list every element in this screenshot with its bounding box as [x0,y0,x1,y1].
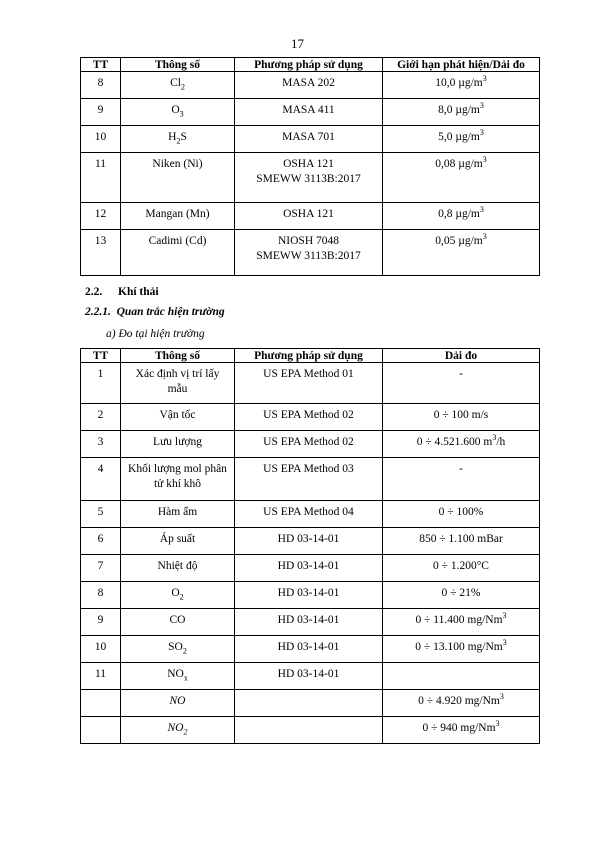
table-row [81,636,540,663]
method-text: US EPA Method 03 [263,463,354,475]
table-row [81,582,540,609]
parameter-subscript: 2 [176,136,181,146]
header-method: Phương pháp sử dụng [235,58,383,72]
cell-range [383,717,540,744]
cell-parameter [121,555,235,582]
range-text: 0 ÷ 940 mg/Nm [422,722,496,734]
table-row [81,431,540,458]
tt-text: 4 [97,463,104,475]
range-text: 0 ÷ 21% [441,587,481,599]
range-superscript: 3 [502,611,507,621]
cell-method [235,153,383,203]
page-number: 17 [291,36,304,51]
method-text-2: SMEWW 3113B:2017 [256,250,361,262]
cell-method [235,363,383,404]
range-superscript: 3 [502,638,507,648]
parameter-text: Áp suất [159,533,196,545]
table-row [81,501,540,528]
parameter-subscript: 3 [179,109,184,119]
detection-limit-table [80,57,540,276]
parameter-text: Vận tốc [159,409,196,421]
cell-tt [81,609,121,636]
range-text: 0,05 µg/m [435,235,483,247]
table-row [81,404,540,431]
header-range: Giới hạn phát hiện/Dải đo [383,58,540,72]
table-header-row [81,58,540,72]
parameter-subscript: 2 [183,727,188,737]
table-row [81,555,540,582]
parameter-text: Xác định vị trí lấy mẫu [135,368,220,395]
table-row [81,99,540,126]
cell-parameter [121,663,235,690]
parameter-text: Mangan (Mn) [145,208,210,220]
cell-range [383,363,540,404]
table-row [81,663,540,690]
cell-parameter [121,636,235,663]
tt-text: 1 [97,368,104,380]
tt-text: 11 [94,158,107,170]
table-row [81,690,540,717]
parameter-subscript: x [183,673,188,683]
parameter-text: CO [169,614,186,626]
range-text: - [459,463,463,475]
parameter-text: Khối lượng mol phân tử khí khô [128,463,227,490]
range-text: 0 ÷ 4.521.600 m [416,436,493,448]
parameter-text: Cl [170,77,181,89]
method-text: US EPA Method 02 [263,436,354,448]
parameter-subscript: 2 [180,82,185,92]
method-text: US EPA Method 04 [263,506,354,518]
range-text: 850 ÷ 1.100 mBar [419,533,503,545]
range-superscript: 3 [479,101,484,111]
cell-parameter [121,126,235,153]
cell-tt [81,203,121,230]
cell-tt [81,72,121,99]
parameter-text: Nhiệt độ [157,560,198,572]
tt-text: 10 [94,131,107,143]
parameter-subscript: 2 [179,592,184,602]
range-superscript: 3 [479,128,484,138]
tt-text: 11 [94,668,107,680]
cell-parameter [121,363,235,404]
cell-range [383,636,540,663]
cell-method [235,99,383,126]
method-text: US EPA Method 01 [263,368,354,380]
parameter-text: O [171,587,180,599]
cell-parameter [121,153,235,203]
range-text: 0 ÷ 11.400 mg/Nm [415,614,503,626]
cell-tt [81,501,121,528]
header-parameter: Thông số [121,349,235,363]
method-text: US EPA Method 02 [263,409,354,421]
cell-parameter [121,458,235,501]
cell-method [235,203,383,230]
tt-text: 8 [97,77,104,89]
cell-tt [81,458,121,501]
range-superscript: 3 [492,433,497,443]
table-row [81,230,540,276]
cell-parameter [121,528,235,555]
range-superscript: 3 [499,692,504,702]
parameter-text: O [171,104,180,116]
parameter-text: Hàm ẩm [157,506,198,518]
cell-tt [81,555,121,582]
cell-method [235,458,383,501]
cell-parameter [121,404,235,431]
range-text: 0,08 µg/m [435,158,483,170]
cell-tt [81,431,121,458]
range-superscript: 3 [482,155,487,165]
parameter-text: Cadimi (Cd) [148,235,207,247]
cell-range [383,663,540,690]
cell-method [235,555,383,582]
method-text: HD 03-14-01 [277,533,340,545]
cell-parameter [121,99,235,126]
cell-method [235,717,383,744]
cell-method [235,501,383,528]
method-text: OSHA 121 [283,208,334,220]
table-row [81,717,540,744]
cell-range [383,582,540,609]
parameter-text: Lưu lượng [153,436,202,448]
cell-parameter [121,582,235,609]
parameter-text: SO [168,641,183,653]
section-number: 2.2. [85,286,103,298]
range-text: - [459,368,463,380]
tt-text: 6 [97,533,104,545]
tt-text: 9 [97,104,104,116]
cell-range [383,501,540,528]
cell-tt [81,363,121,404]
range-text: 0 ÷ 1.200°C [433,560,489,572]
cell-range [383,528,540,555]
table-row [81,363,540,404]
parameter-text: NO [167,722,184,734]
cell-tt [81,663,121,690]
header-method: Phương pháp sử dụng [235,349,383,363]
parameter-subscript: 2 [182,646,187,656]
cell-parameter [121,431,235,458]
tt-text: 13 [94,235,107,247]
method-text: HD 03-14-01 [277,560,340,572]
tt-text: 7 [97,560,104,572]
parameter-text: Niken (Ni) [152,158,203,170]
cell-method [235,126,383,153]
range-superscript: 3 [482,232,487,242]
range-text: 8,0 µg/m [438,104,480,116]
range-text: 0,8 µg/m [438,208,480,220]
field-measurement-table [80,348,540,744]
tt-text: 2 [97,409,104,421]
cell-tt [81,717,121,744]
cell-parameter [121,203,235,230]
method-text: MASA 701 [282,131,335,143]
cell-tt [81,690,121,717]
parameter-text: NO [167,668,184,680]
parameter-text: H [168,131,177,143]
header-range: Dải đo [383,349,540,363]
cell-method [235,431,383,458]
cell-parameter [121,230,235,276]
cell-range [383,203,540,230]
parameter-text: NO [169,695,186,707]
method-text: MASA 411 [282,104,335,116]
range-text: 10,0 µg/m [435,77,483,89]
cell-method [235,636,383,663]
method-text: HD 03-14-01 [277,587,340,599]
cell-range [383,99,540,126]
cell-range [383,458,540,501]
subsection-heading: 2.2.1. Quan trắc hiện trường [85,306,225,318]
table-row [81,458,540,501]
method-text: HD 03-14-01 [277,614,340,626]
method-text: OSHA 121 [283,158,334,170]
method-text: HD 03-14-01 [277,641,340,653]
table-row [81,203,540,230]
cell-tt [81,230,121,276]
range-superscript: 3 [479,205,484,215]
cell-range [383,431,540,458]
cell-method [235,663,383,690]
tt-text: 3 [97,436,104,448]
cell-tt [81,126,121,153]
cell-parameter [121,501,235,528]
cell-tt [81,99,121,126]
cell-tt [81,636,121,663]
table-row [81,153,540,203]
section-heading [85,286,159,298]
cell-range [383,153,540,203]
range-text: 0 ÷ 100% [438,506,484,518]
cell-method [235,72,383,99]
cell-range [383,126,540,153]
tt-text: 8 [97,587,104,599]
cell-range [383,404,540,431]
table-row [81,528,540,555]
table-header-row [81,349,540,363]
table-row [81,72,540,99]
method-text: HD 03-14-01 [277,668,340,680]
cell-range [383,555,540,582]
method-text: MASA 202 [282,77,335,89]
range-tail: /h [496,436,506,448]
tt-text: 5 [97,506,104,518]
table-row [81,609,540,636]
header-parameter: Thông số [121,58,235,72]
tt-text: 12 [94,208,107,220]
cell-method [235,528,383,555]
tt-text: 9 [97,614,104,626]
table-row [81,126,540,153]
range-text: 5,0 µg/m [438,131,480,143]
cell-method [235,690,383,717]
range-superscript: 3 [482,74,487,84]
range-text: 0 ÷ 4.920 mg/Nm [418,695,500,707]
range-superscript: 3 [495,719,500,729]
cell-tt [81,153,121,203]
cell-method [235,582,383,609]
cell-parameter [121,717,235,744]
parameter-tail: S [180,131,187,143]
cell-tt [81,404,121,431]
cell-range [383,230,540,276]
cell-method [235,609,383,636]
cell-parameter [121,72,235,99]
method-text: NIOSH 7048 [277,235,339,247]
subsubsection-heading: a) Đo tại hiện trường [106,328,205,340]
cell-range [383,690,540,717]
tt-text: 10 [94,641,107,653]
header-tt: TT [81,349,121,363]
cell-method [235,230,383,276]
section-title: Khí thải [118,286,159,298]
cell-tt [81,582,121,609]
cell-parameter [121,690,235,717]
range-text: 0 ÷ 100 m/s [433,409,489,421]
cell-tt [81,528,121,555]
cell-method [235,404,383,431]
range-text: 0 ÷ 13.100 mg/Nm [415,641,503,653]
method-text-2: SMEWW 3113B:2017 [256,173,361,185]
cell-range [383,72,540,99]
cell-range [383,609,540,636]
header-tt: TT [81,58,121,72]
cell-parameter [121,609,235,636]
